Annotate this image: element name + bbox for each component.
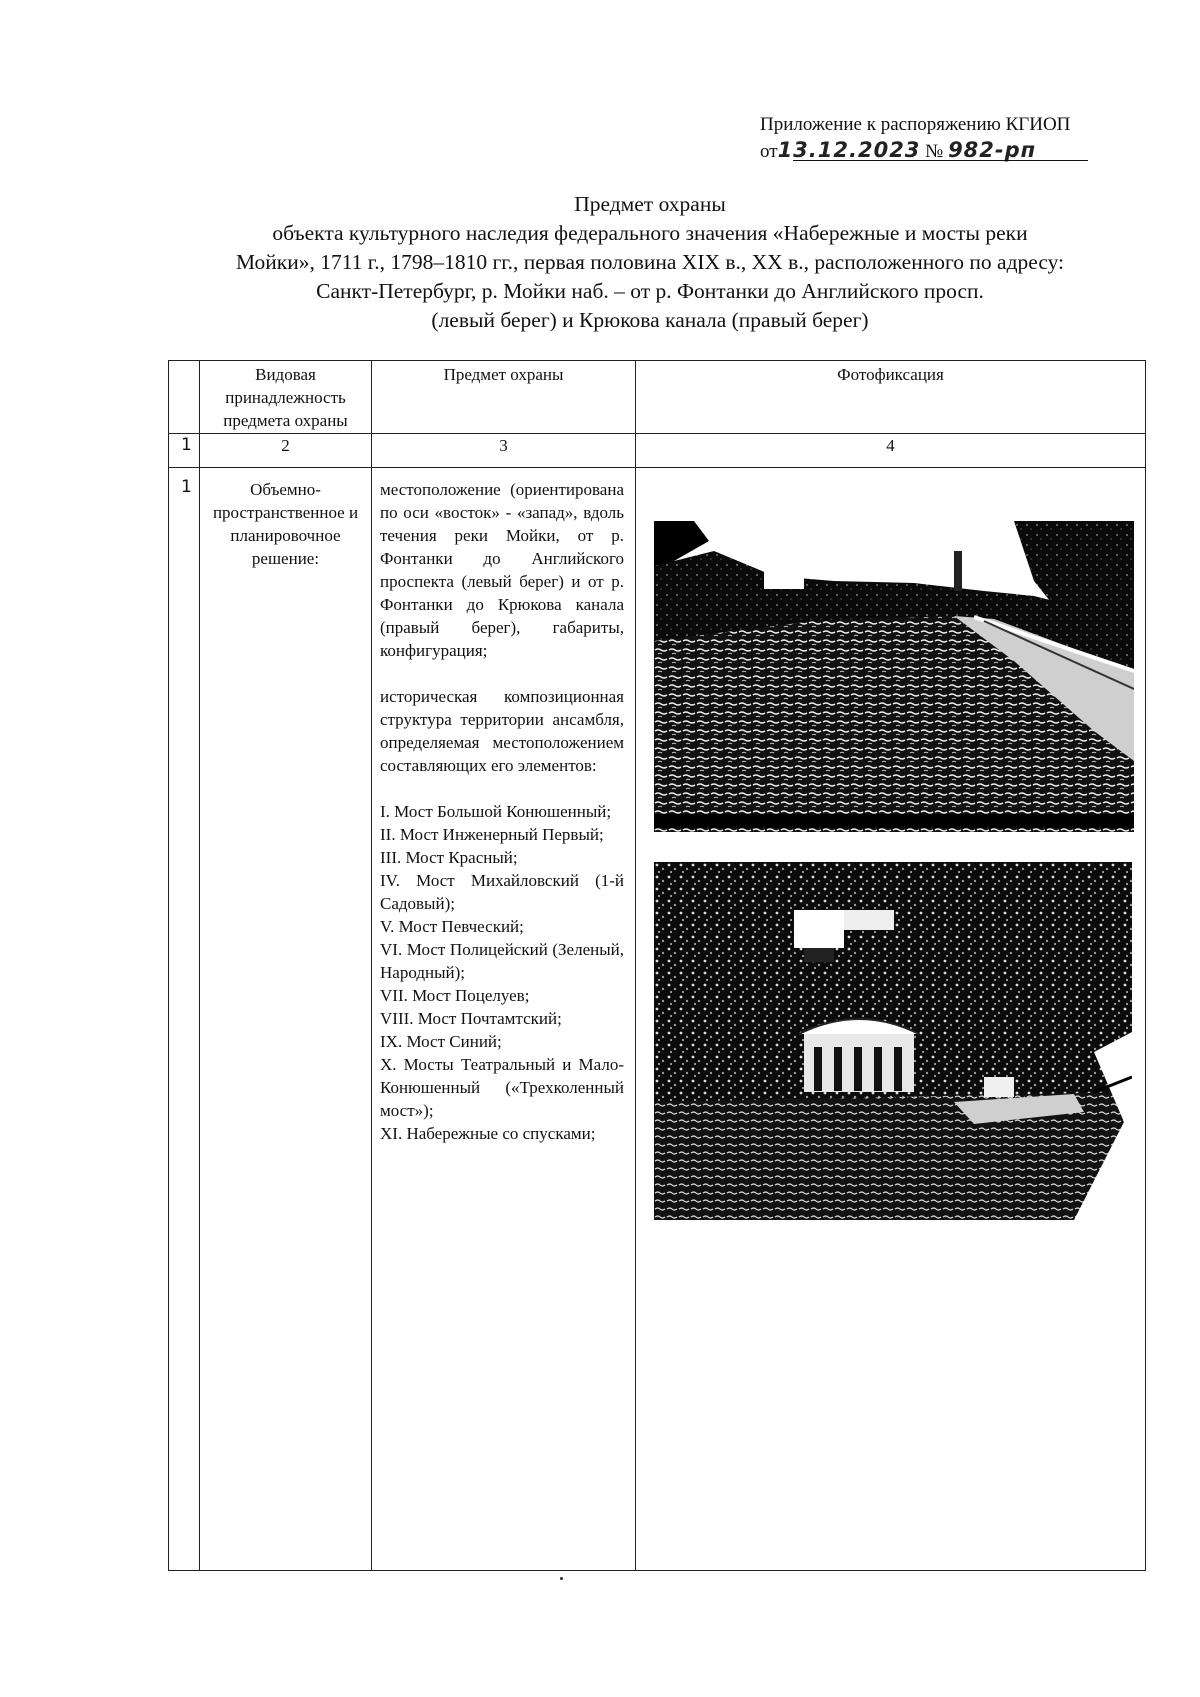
list-item: VI. Мост Полицейский (Зеленый, Народный); bbox=[380, 940, 624, 982]
list-item: IV. Мост Михайловский (1-й Садовый); bbox=[380, 871, 624, 913]
list-item: I. Мост Большой Конюшенный; bbox=[380, 802, 612, 821]
photo-pavilion-river bbox=[654, 862, 1132, 1220]
subject-paragraph-structure: историческая композиционная структура территории ансамбля, определяемая местоположением составляющих его элементов: bbox=[380, 687, 624, 775]
row-category: Объемно-пространственное и планировочное решение: bbox=[200, 468, 372, 1571]
list-item: VIII. Мост Почтамтский; bbox=[380, 1009, 562, 1028]
signature-underline bbox=[793, 160, 1088, 161]
photo-river-embankment bbox=[654, 521, 1134, 832]
list-item: II. Мост Инженерный Первый; bbox=[380, 825, 604, 844]
list-item: V. Мост Певческий; bbox=[380, 917, 524, 936]
document-title bbox=[160, 190, 1140, 335]
table-number-row bbox=[169, 434, 1146, 468]
title-line-2: объекта культурного наследия федерального значения «Набережные и мосты реки bbox=[272, 221, 1028, 245]
title-line-1: Предмет охраны bbox=[574, 192, 726, 216]
subject-paragraph-location: местоположение (ориентирована по оси «восток» - «запад», вдоль течения реки Мойки, от р. Фонтанки до Английского проспекта (левый берег) и от р. Фонтанки до Крюкова канала (правый берег), габариты, конфигурация; bbox=[380, 480, 624, 660]
header-cell-subject: Предмет охраны bbox=[372, 361, 636, 434]
row-subject bbox=[372, 468, 636, 1571]
pavilion-photo-image bbox=[654, 862, 1132, 1220]
number-label: № bbox=[925, 141, 944, 162]
list-item: X. Мосты Театральный и Мало-Конюшенный («Трехколенный мост»); bbox=[380, 1055, 624, 1120]
from-label: от bbox=[760, 141, 778, 162]
list-item: IX. Мост Синий; bbox=[380, 1032, 502, 1051]
title-line-4: Санкт-Петербург, р. Мойки наб. – от р. Фонтанки до Английского просп. bbox=[316, 279, 984, 303]
title-line-5: (левый берег) и Крюкова канала (правый берег) bbox=[431, 308, 869, 332]
list-item: XI. Набережные со спусками; bbox=[380, 1124, 596, 1143]
handwritten-date: 13.12.2023 bbox=[777, 138, 921, 162]
title-line-3: Мойки», 1711 г., 1798–1810 гг., первая половина XIX в., XX в., расположенного по адресу: bbox=[235, 250, 1065, 274]
column-number-1: 1 bbox=[169, 434, 200, 468]
list-item: III. Мост Красный; bbox=[380, 848, 518, 867]
column-number-3: 3 bbox=[372, 434, 636, 468]
header-cell-category: Видовая принадлежность предмета охраны bbox=[200, 361, 372, 434]
page-dot bbox=[560, 1577, 563, 1580]
appendix-title: Приложение к распоряжению КГИОП bbox=[760, 114, 1071, 135]
header-cell-photo: Фотофиксация bbox=[636, 361, 1146, 434]
table-header-row bbox=[169, 361, 1146, 434]
row-index: 1 bbox=[169, 468, 200, 1571]
column-number-2: 2 bbox=[200, 434, 372, 468]
column-number-4: 4 bbox=[636, 434, 1146, 468]
header-cell-index bbox=[169, 361, 200, 434]
handwritten-number: 982-рп bbox=[948, 138, 1037, 162]
list-item: VII. Мост Поцелуев; bbox=[380, 986, 530, 1005]
appendix-date-number bbox=[760, 138, 1120, 164]
appendix-header bbox=[760, 113, 1120, 164]
river-photo-image bbox=[654, 521, 1134, 832]
